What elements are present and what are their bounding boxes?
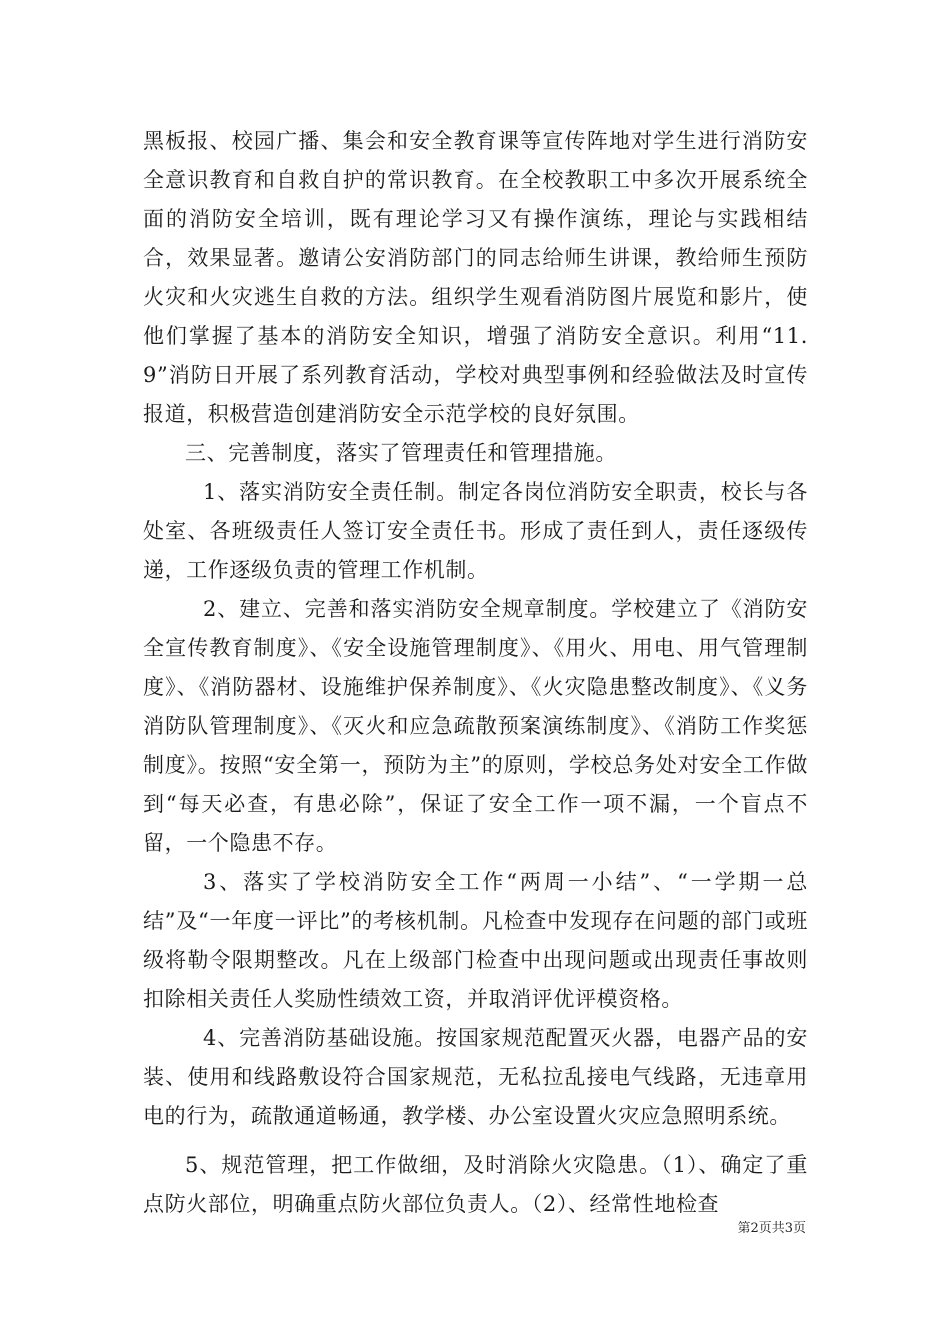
page-number-footer: 第2页共3页 <box>737 1221 806 1236</box>
paragraph-item-5: 5、规范管理，把工作做细，及时消除火灾隐患。（1）、确定了重点防火部位，明确重点防火部位负责人。（2）、经常性地检查 <box>143 1153 808 1216</box>
paragraph-item-3: 3、落实了学校消防安全工作“两周一小结”、“一学期一总结”及“一年度一评比”的考核机制。凡检查中发现存在问题的部门或班级将勒令限期整改。凡在上级部门检查中出现问题或出现责任事故则扣除相关责任人奖励性绩效工资，并取消评优评模资格。 <box>143 870 808 1011</box>
section-heading-3: 三、完善制度，落实了管理责任和管理措施。 <box>185 441 617 465</box>
paragraph-item-2: 2、建立、完善和落实消防安全规章制度。学校建立了《消防安全宣传教育制度》、《安全设施管理制度》、《用火、用电、用气管理制度》、《消防器材、设施维护保养制度》、《火灾隐患整改制度》、《义务消防队管理制度》、《灭火和应急疏散预案演练制度》、《消防工作奖惩制度》。按照“安全第一，预防为主”的原则，学校总务处对安全工作做到“每天必查，有患必除”，保证了安全工作一项不漏，一个盲点不留，一个隐患不存。 <box>143 597 808 855</box>
paragraph-item-4: 4、完善消防基础设施。按国家规范配置灭火器，电器产品的安装、使用和线路敷设符合国家规范，无私拉乱接电气线路，无违章用电的行为，疏散通道畅通，教学楼、办公室设置火灾应急照明系统。 <box>143 1026 808 1128</box>
paragraph-item-1: 1、落实消防安全责任制。制定各岗位消防安全职责，校长与各处室、各班级责任人签订安全责任书。形成了责任到人，责任逐级传递，工作逐级负责的管理工作机制。 <box>143 480 808 582</box>
paragraph-gap <box>143 1136 808 1146</box>
paragraph-publicity-education: 黑板报、校园广播、集会和安全教育课等宣传阵地对学生进行消防安全意识教育和自救自护的常识教育。在全校教职工中多次开展系统全面的消防安全培训，既有理论学习又有操作演练，理论与实践相结合，效果显著。邀请公安消防部门的同志给师生讲课，教给师生预防火灾和火灾逃生自救的方法。组织学生观看消防图片展览和影片，使他们掌握了基本的消防安全知识，增强了消防安全意识。利用“11.9”消防日开展了系列教育活动，学校对典型事例和经验做法及时宣传报道，积极营造创建消防安全示范学校的良好氛围。 <box>143 129 808 426</box>
document-body <box>143 122 808 1224</box>
